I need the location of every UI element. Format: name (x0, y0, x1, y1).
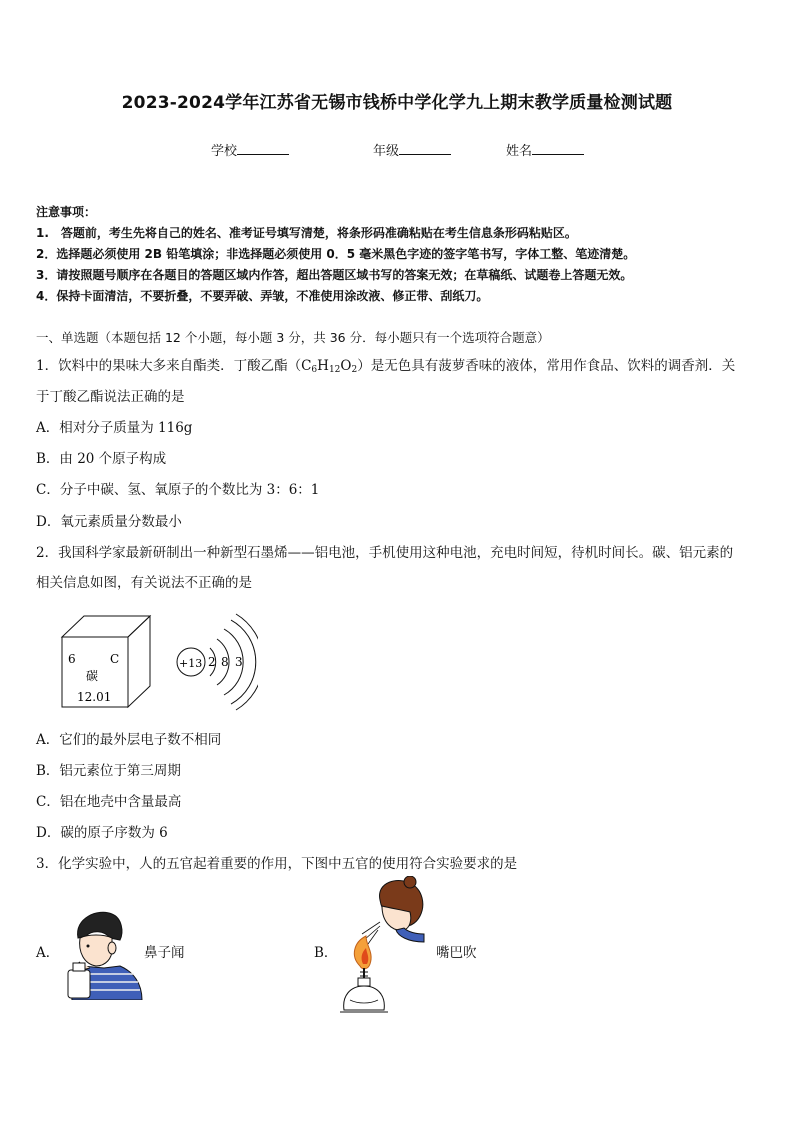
question-3-option-b-letter: B． (314, 945, 338, 961)
question-1-option-b: B．由 20 个原子构成 (36, 451, 167, 467)
grade-field (373, 140, 451, 159)
element-name: 碳 (86, 669, 99, 683)
aluminum-atom-structure (177, 614, 258, 710)
shell-electron-count: 2 (208, 655, 216, 669)
question-3-option-a-letter: A． (36, 945, 60, 961)
question-1-option-a: A．相对分子质量为 116g (36, 420, 193, 436)
shell-electron-count: 3 (235, 655, 243, 669)
nucleus-charge: +13 (179, 657, 203, 670)
question-1-option-c: C．分子中碳、氢、氧原子的个数比为 3：6：1 (36, 482, 320, 498)
name-blank (532, 142, 584, 155)
school-label: 学校 (211, 144, 238, 159)
shell-electron-count: 8 (221, 655, 229, 669)
element-cell-cube (62, 616, 150, 707)
question-1-stem: 1．饮料中的果味大多来自酯类．丁酸乙酯$(C_6H_{12}O_2)$是无色具有菠萝香味的液体，常用作食品、饮料的调香剂．关 (36, 358, 736, 375)
element-symbol: C (110, 652, 120, 666)
question-2-option-a: A．它们的最外层电子数不相同 (36, 732, 222, 748)
name-label: 姓名 (506, 144, 533, 159)
note-item: 1. 答题前，考生先将自己的姓名、准考证号填写清楚，将条形码准确粘贴在考生信息条形码粘贴区。 (36, 226, 577, 240)
question-2-stem: 2．我国科学家最新研制出一种新型石墨烯——铝电池，手机使用这种电池，充电时间短，待机时间长。碳、铝元素的 (36, 545, 734, 561)
question-2-option-c: C．铝在地壳中含量最高 (36, 794, 182, 810)
grade-label: 年级 (373, 144, 400, 159)
question-1-option-d: D．氧元素质量分数最小 (36, 514, 182, 530)
section-heading: 一、单选题（本题包括 12 个小题，每小题 3 分，共 36 分．每小题只有一个选项符合题意） (36, 330, 550, 345)
question-1-stem-line2: 于丁酸乙酯说法正确的是 (36, 389, 185, 405)
question-2-option-b: B．铝元素位于第三周期 (36, 763, 181, 779)
question-3-option-a-caption: 鼻子闻 (144, 945, 185, 961)
notes-heading: 注意事项： (36, 205, 97, 219)
girl-blowing-alcohol-lamp-icon (336, 876, 434, 1016)
page-title: 2023-2024学年江苏省无锡市钱桥中学化学九上期末教学质量检测试题 (121, 93, 673, 113)
note-item: 4．保持卡面清洁，不要折叠，不要弄破、弄皱，不准使用涂改液、修正带、刮纸刀。 (36, 289, 489, 303)
question-3-stem: 3．化学实验中，人的五官起着重要的作用，下图中五官的使用符合实验要求的是 (36, 856, 518, 872)
school-field (211, 140, 289, 159)
school-blank (237, 142, 289, 155)
element-mass: 12.01 (77, 690, 112, 704)
note-item: 3．请按照题号顺序在各题目的答题区域内作答，超出答题区域书写的答案无效；在草稿纸、试题卷上答题无效。 (36, 268, 633, 282)
grade-blank (399, 142, 451, 155)
element-figure (58, 612, 258, 712)
element-atomic-number: 6 (68, 652, 76, 666)
person-smelling-icon (64, 908, 144, 1000)
question-2-stem-line2: 相关信息如图，有关说法不正确的是 (36, 575, 252, 591)
question-2-option-d: D．碳的原子序数为 6 (36, 825, 168, 841)
question-3-option-b-caption: 嘴巴吹 (436, 945, 477, 961)
name-field (506, 140, 584, 159)
note-item: 2．选择题必须使用 2B 铅笔填涂；非选择题必须使用 0．5 毫米黑色字迹的签字笔书写，字体工整、笔迹清楚。 (36, 247, 636, 261)
